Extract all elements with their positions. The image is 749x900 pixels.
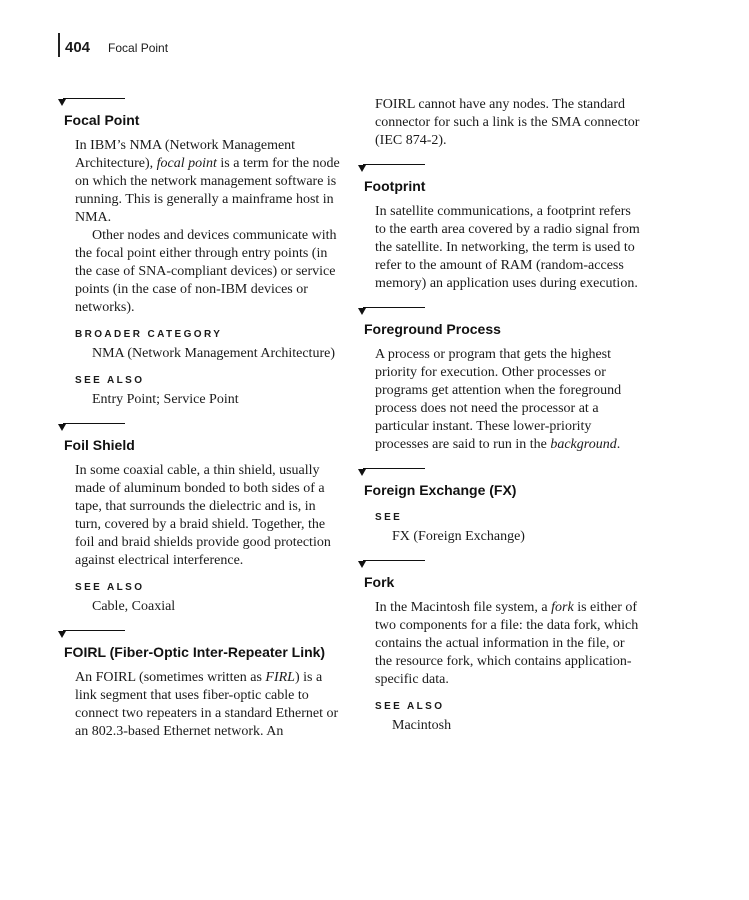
see-also-label: SEE ALSO [375,701,445,712]
left-column [58,98,343,741]
paragraph [75,137,343,227]
entry-rule [363,307,425,308]
see-label: SEE [375,512,403,523]
spacer [58,616,343,630]
entry-title: Foil Shield [64,437,135,453]
entry-foirl [58,630,343,741]
entry-rule [63,630,125,631]
emphasis: background [550,437,617,452]
entry-marker [358,164,428,172]
paragraph: In satellite communications, a footprint refers to the earth area covered by a radio signal from the satellite. In networking, the term is used to refer to the amount of RAM (random-access memory) an application uses during execution. [375,204,640,291]
emphasis: focal point [156,156,217,171]
triangle-marker-icon [58,99,66,106]
broader-category-label: BROADER CATEGORY [75,329,223,340]
entry-body [75,462,343,570]
see-also-label: SEE ALSO [75,375,145,386]
entry-rule [363,560,425,561]
entry-title: Foreign Exchange (FX) [364,482,517,498]
entry-marker [358,307,428,315]
paragraph [75,669,343,741]
entry-fork [358,560,643,735]
entry-body [75,669,343,741]
spacer [358,454,643,468]
text-run: is a term for the node on which the network management software is running. This is generally a mainframe host in NMA. [75,156,340,225]
triangle-marker-icon [358,561,366,568]
broader-category-value: NMA (Network Management Architecture) [92,346,335,361]
entry-marker [58,630,128,638]
entry-foil-shield [58,423,343,616]
text-run: A process or program that gets the highest priority for execution. Other processes or programs get attention when the foreground process does not need the processor at a particular instant. These lower-priority processes are said to run in the [375,347,622,452]
entry-marker [58,423,128,431]
running-head [58,33,168,57]
triangle-marker-icon [358,308,366,315]
entry-rule [363,164,425,165]
entry-marker [58,98,128,106]
text-run: In IBM’s NMA (Network Management Architecture), [75,138,296,171]
right-column [358,96,643,735]
entry-footprint [358,164,643,293]
text-run: ) is a link segment that uses fiber-optic cable to connect two repeaters in a standard Ethernet or an 802.3-based Ethernet network. An [75,670,339,739]
entry-marker [358,468,428,476]
entry-title: Footprint [364,178,426,194]
paragraph: FOIRL cannot have any nodes. The standard connector for such a link is the SMA connector (IEC 874-2). [375,97,640,148]
paragraph: Other nodes and devices communicate with the focal point either through entry points (in the case of SNA-compliant devices) or service points (in the case of non-IBM devices or networks). [75,228,337,315]
entry-title: Fork [364,574,395,590]
entry-marker [358,560,428,568]
emphasis: FIRL [265,670,295,685]
running-title: Focal Point [108,41,169,55]
see-also-value: Entry Point; Service Point [92,392,239,407]
see-also-label: SEE ALSO [75,582,145,593]
entry-rule [63,423,125,424]
entry-foreground-process [358,307,643,454]
paragraph [375,346,643,454]
paragraph: In some coaxial cable, a thin shield, usually made of aluminum bonded to both sides of a tape, that surrounds the dielectric and is, in turn, covered by a braid shield. Together, the foil and braid shields provide good protection against electrical interference. [75,463,331,568]
paragraph [375,599,643,689]
triangle-marker-icon [58,631,66,638]
triangle-marker-icon [358,469,366,476]
see-also-value: Cable, Coaxial [92,599,176,614]
entry-foreign-exchange [358,468,643,546]
entry-body [75,137,343,317]
spacer [358,293,643,307]
entry-title: FOIRL (Fiber-Optic Inter-Repeater Link) [64,644,326,660]
spacer [58,409,343,423]
page-number: 404 [65,39,91,56]
entry-body [375,599,643,689]
entry-rule [363,468,425,469]
spacer [358,546,643,560]
entry-body [375,203,643,293]
triangle-marker-icon [58,424,66,431]
entry-rule [63,98,125,99]
entry-title: Foreground Process [364,321,501,337]
entry-title: Focal Point [64,112,140,128]
see-also-value: Macintosh [392,718,452,733]
entry-focal-point [58,98,343,409]
entry-body [375,346,643,454]
spacer [358,150,643,164]
emphasis: fork [551,600,574,615]
see-value: FX (Foreign Exchange) [392,529,525,544]
text-run: An FOIRL (sometimes written as [75,670,266,685]
triangle-marker-icon [358,165,366,172]
text-run: . [616,437,621,452]
text-run: is either of two components for a file: the data fork, which contains the actual information in the file, or the resource fork, which contains application-specific data. [375,600,639,687]
text-run: In the Macintosh file system, a [375,600,552,615]
entry-continued-body [375,96,643,150]
